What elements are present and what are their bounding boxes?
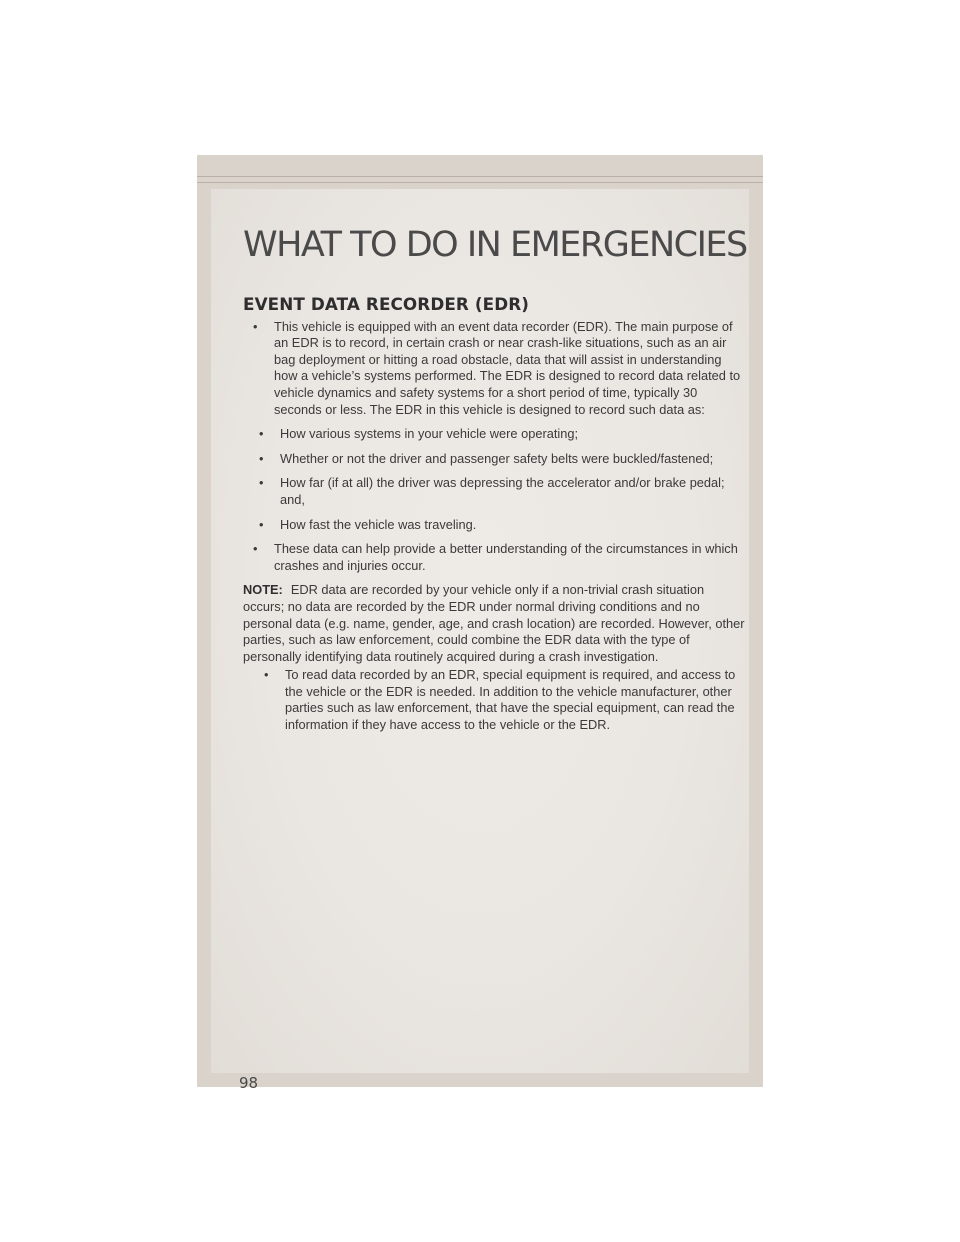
- page-number: 98: [239, 1074, 259, 1092]
- manual-page: [197, 155, 763, 1092]
- bullet-text: To read data recorded by an EDR, special equipment is required, and access to the vehicle or the EDR is needed. In addition to the vehicle manufacturer, other parties such as law enforcement, that have the special equipment, can read the information if they have access to the vehicle or the EDR.: [285, 667, 736, 733]
- sub-bullet-item: [259, 426, 748, 443]
- final-bullet-list: [243, 667, 748, 733]
- bullet-text: These data can help provide a better understanding of the circumstances in which crashes and injuries occur.: [274, 541, 738, 573]
- chapter-title: WHAT TO DO IN EMERGENCIES: [243, 225, 747, 265]
- section-title: EVENT DATA RECORDER (EDR): [243, 294, 530, 314]
- main-bullet-list: [243, 319, 748, 575]
- page-content: [243, 296, 748, 742]
- sub-bullet-list: [274, 426, 748, 533]
- note-paragraph: [243, 582, 748, 665]
- sub-bullet-text: How fast the vehicle was traveling.: [280, 516, 477, 532]
- sub-bullet-text: How various systems in your vehicle were operating;: [280, 426, 579, 442]
- bullet-text: This vehicle is equipped with an event data recorder (EDR). The main purpose of an EDR is to record, in certain crash or near crash-like situations, such as an air bag deployment or hitting a road obstacle, data that will assist in understanding how a vehicle’s systems performed. The EDR is designed to record data related to vehicle dynamics and safety systems for a short period of time, typically 30 seconds or less. The EDR in this vehicle is designed to record such data as:: [274, 318, 741, 417]
- bullet-item: [253, 319, 748, 534]
- sub-bullet-text: How far (if at all) the driver was depressing the accelerator and/or brake pedal; and,: [280, 475, 725, 507]
- bullet-item: [264, 667, 748, 733]
- sub-bullet-item: [259, 475, 748, 508]
- note-label: NOTE:: [243, 582, 283, 598]
- bullet-item: [253, 541, 748, 574]
- page-panel: [211, 189, 749, 1092]
- sub-bullet-text: Whether or not the driver and passenger safety belts were buckled/fastened;: [280, 450, 714, 466]
- header-rule-top: [197, 176, 763, 177]
- note-text: EDR data are recorded by your vehicle only if a non-trivial crash situation occurs; no data are recorded by the EDR under normal driving conditions and no personal data (e.g. name, gender, age, and crash location) are recorded. However, other parties, such as law enforcement, could combine the EDR data with the type of personally identifying data routinely acquired during a crash investigation.: [243, 582, 745, 664]
- sub-bullet-item: [259, 451, 748, 468]
- header-rule-bottom: [197, 182, 763, 183]
- sub-bullet-item: [259, 517, 748, 534]
